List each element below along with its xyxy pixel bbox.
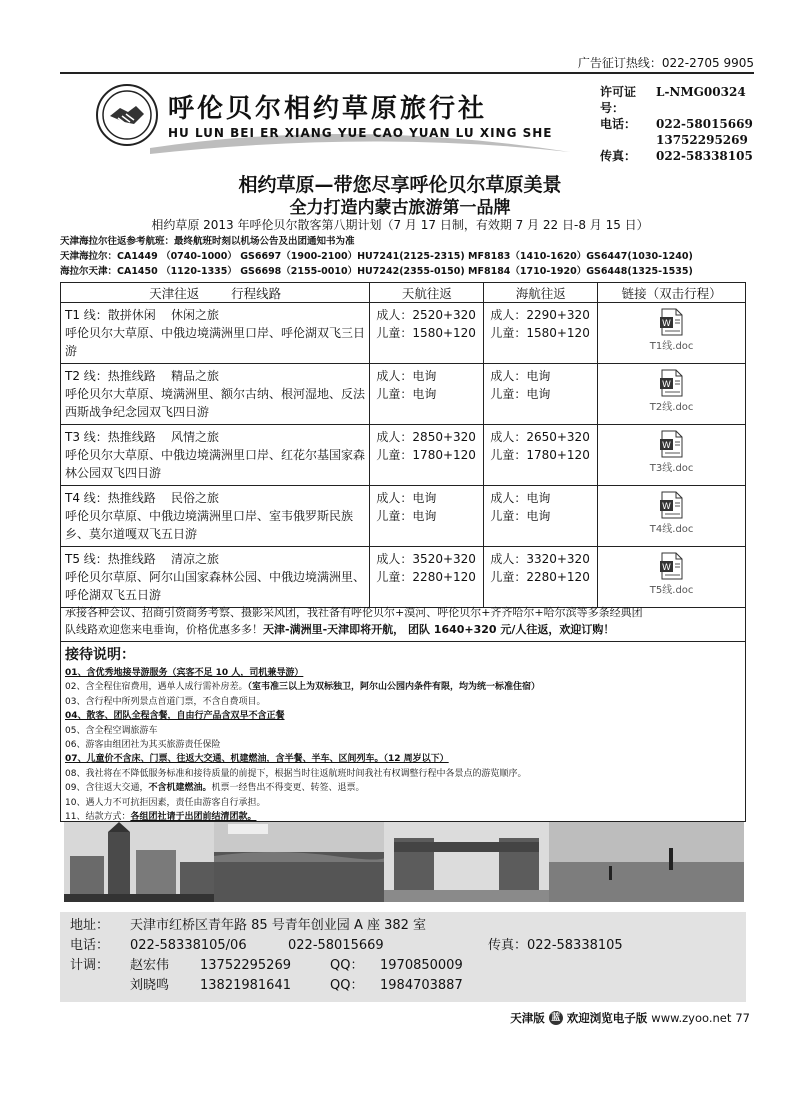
- note-09b: 不含机建燃油。: [148, 783, 212, 794]
- svg-text:W: W: [661, 441, 671, 451]
- route-row: [61, 425, 746, 486]
- flight-info: [60, 234, 750, 279]
- promo-line-1: 承接各种会议、招商引资商务考察、摄影采风团，我社备有呼伦贝尔+漠河、呼伦贝尔+齐齐哈尔+哈尔滨等多条经典团: [65, 606, 643, 619]
- headline-sub: 全力打造内蒙古旅游第一品牌: [289, 198, 511, 218]
- tianjin-price-cell: [370, 486, 484, 547]
- footer-slogan: 欢迎浏览电子版: [566, 1011, 648, 1025]
- doc-filename: T1线.doc: [649, 341, 694, 352]
- routes-table: [60, 282, 746, 608]
- headline-main: 相约草原—带您尽享呼伦贝尔草原美景: [238, 174, 562, 196]
- planner-1-phone: 13752295269: [200, 958, 291, 973]
- hainan-price-cell: [484, 486, 598, 547]
- note-02a: 02、含全程住宿费用，遇单人成行需补房差。: [65, 682, 248, 693]
- route-row: [61, 486, 746, 547]
- tj-child-price: 儿童：2280+120: [376, 570, 476, 584]
- itinerary-doc-link[interactable]: [650, 369, 694, 414]
- phone-label: 电话：: [600, 117, 637, 131]
- planner-2-phone: 13821981641: [200, 978, 291, 993]
- hainan-price-cell: [484, 303, 598, 364]
- license-label: 许可证号：: [600, 85, 637, 115]
- hl-adult-price: 成人：3320+320: [490, 552, 590, 566]
- border-gate-photo: [384, 822, 549, 902]
- tj-child-price: 儿童：电询: [376, 387, 437, 401]
- tj-adult-price: 成人：电询: [376, 369, 437, 383]
- doc-filename: T5线.doc: [649, 585, 694, 596]
- doc-link-cell: [598, 364, 746, 425]
- itinerary-doc-link[interactable]: [650, 308, 694, 353]
- svg-text:W: W: [661, 563, 671, 573]
- reception-notes: [60, 642, 746, 822]
- note-09c: 机票一经售出不得变更、转签、退票。: [211, 783, 365, 794]
- doc-link-cell: [598, 547, 746, 608]
- itinerary-doc-link[interactable]: [650, 491, 694, 536]
- header-phone-2: 13752295269: [656, 133, 748, 147]
- hl-child-price: 儿童：1580+120: [490, 326, 590, 340]
- route-title-2: 精品之旅: [171, 369, 220, 383]
- license-block: [600, 84, 753, 164]
- promo-line-2b: 天津-满洲里-天津即将开航， 团队 1640+320 元/人往返，欢迎订购！: [263, 623, 615, 636]
- planner-2-name: 刘晓鸣: [130, 978, 170, 993]
- lake-photo: [549, 822, 744, 902]
- route-cell: [61, 425, 370, 486]
- address: 天津市红桥区青年路 85 号青年创业园 A 座 382 室: [130, 918, 427, 933]
- tj-child-price: 儿童：电询: [376, 509, 437, 523]
- tianjin-price-cell: [370, 547, 484, 608]
- route-cell: [61, 547, 370, 608]
- fax-label: 传真：: [600, 149, 637, 163]
- hl-adult-price: 成人：电询: [490, 369, 551, 383]
- tj-child-price: 儿童：1780+120: [376, 448, 476, 462]
- note-11a: 11、结款方式：: [65, 812, 131, 823]
- tianjin-price-cell: [370, 425, 484, 486]
- hl-child-price: 儿童：2280+120: [490, 570, 590, 584]
- route-title-2: 休闲之旅: [171, 308, 220, 322]
- hainan-price-cell: [484, 547, 598, 608]
- route-description: 呼伦贝尔草原、阿尔山国家森林公园、中俄边境满洲里、呼伦湖双飞五日游: [65, 570, 366, 602]
- flights-hl-tj: 海拉尔天津：CA1450 （1120-1335） GS6698（2155-0010）HU7242(2355-0150) MF8184（1710-1920）GS6448(1325-1535): [60, 266, 693, 277]
- contact-phone-2: 022-58015669: [288, 938, 384, 953]
- svg-text:W: W: [661, 380, 671, 390]
- edition-label: 天津版: [510, 1011, 545, 1025]
- page-number: 77: [735, 1011, 750, 1025]
- note-10: 10、遇人力不可抗拒因素，责任由游客自行承担。: [65, 797, 266, 808]
- word-document-icon: [659, 369, 685, 397]
- plan-period: 相约草原 2013 年呼伦贝尔散客第八期计划（7 月 17 日制，有效期 7 月 22 日-8 月 15 日）: [151, 218, 649, 232]
- handshake-logo-icon: [96, 84, 158, 146]
- hainan-price-cell: [484, 364, 598, 425]
- route-title-1: T4 线：热推线路: [65, 491, 156, 505]
- doc-link-cell: [598, 425, 746, 486]
- note-02b: （室韦准三以上为双标独卫，阿尔山公园内条件有限，均为统一标准住宿）: [247, 682, 540, 693]
- word-document-icon: [659, 491, 685, 519]
- contact-phone-1: 022-58338105/06: [130, 938, 247, 953]
- tj-adult-price: 成人：3520+320: [376, 552, 476, 566]
- note-08: 08、我社将在不降低服务标准和接待质量的前提下，根据当时往返航班时间我社有权调整行程中各景点的游览顺序。: [65, 768, 527, 779]
- route-title-1: T1 线：散拼休闲: [65, 308, 156, 322]
- tj-child-price: 儿童：1580+120: [376, 326, 476, 340]
- note-04: 04、散客、团队全程含餐，自由行产品含双早不含正餐: [65, 711, 285, 722]
- flight-note: 天津海拉尔往返参考航班：最终航班时刻以机场公告及出团通知书为准: [60, 236, 355, 247]
- doc-filename: T4线.doc: [649, 524, 694, 535]
- flights-tj-hl: 天津海拉尔：CA1449 （0740-1000） GS6697（1900-2100）HU7241(2125-2315) MF8183（1410-1620）GS6447(1030-1240): [60, 251, 693, 262]
- tj-adult-price: 成人：2520+320: [376, 308, 476, 322]
- hl-child-price: 儿童：电询: [490, 387, 551, 401]
- doc-link-cell: [598, 486, 746, 547]
- hl-adult-price: 成人：2290+320: [490, 308, 590, 322]
- route-title-2: 民俗之旅: [171, 491, 220, 505]
- tianjin-price-cell: [370, 303, 484, 364]
- route-row: [61, 364, 746, 425]
- doc-filename: T2线.doc: [649, 402, 694, 413]
- note-06: 06、游客由组团社为其买旅游责任保险: [65, 740, 221, 751]
- word-document-icon: [659, 552, 685, 580]
- photo-strip: [64, 822, 744, 902]
- route-row: [61, 547, 746, 608]
- itinerary-doc-link[interactable]: [650, 552, 694, 597]
- route-title-2: 风情之旅: [171, 430, 220, 444]
- planner-1-qq-label: QQ：: [330, 958, 364, 973]
- header-fax: 022-58338105: [656, 149, 753, 163]
- company-name-cn: 呼伦贝尔相约草原旅行社: [168, 94, 488, 124]
- hl-adult-price: 成人：2650+320: [490, 430, 590, 444]
- page-footer: [510, 1010, 750, 1026]
- ad-hotline: 广告征订热线：022-2705 9905: [577, 56, 754, 70]
- note-03: 03、含行程中所列景点首道门票，不含自费项目。: [65, 696, 266, 707]
- hl-adult-price: 成人：电询: [490, 491, 551, 505]
- route-row: [61, 303, 746, 364]
- route-title-2: 清凉之旅: [171, 552, 220, 566]
- word-document-icon: [659, 308, 685, 336]
- route-description: 呼伦贝尔大草原、中俄边境满洲里口岸、红花尔基国家森林公园双飞四日游: [65, 448, 366, 480]
- website-link[interactable]: www.zyoo.net: [651, 1011, 732, 1025]
- edition-badge-icon: 蓝: [549, 1011, 563, 1025]
- svg-text:W: W: [661, 319, 671, 329]
- hl-child-price: 儿童：1780+120: [490, 448, 590, 462]
- company-name-en: HU LUN BEI ER XIANG YUE CAO YUAN LU XING SHE: [168, 126, 553, 140]
- word-document-icon: [659, 430, 685, 458]
- route-title-1: T2 线：热推线路: [65, 369, 156, 383]
- route-description: 呼伦贝尔草原、中俄边境满洲里口岸、室韦俄罗斯民族乡、莫尔道嘎双飞五日游: [65, 509, 354, 541]
- route-title-1: T3 线：热推线路: [65, 430, 156, 444]
- route-description: 呼伦贝尔大草原、境满洲里、额尔古纳、根河湿地、反法西斯战争纪念园双飞四日游: [65, 387, 366, 419]
- grassland-photo: [214, 822, 384, 902]
- tj-adult-price: 成人：电询: [376, 491, 437, 505]
- planner-2-qq: 1984703887: [380, 978, 463, 993]
- route-title-1: T5 线：热推线路: [65, 552, 156, 566]
- note-01: 01、含优秀地接导游服务（宾客不足 10 人，司机兼导游）: [65, 668, 304, 678]
- doc-filename: T3线.doc: [649, 463, 694, 474]
- tj-adult-price: 成人：2850+320: [376, 430, 476, 444]
- planner-2-qq-label: QQ：: [330, 978, 364, 993]
- license-number: L-NMG00324: [656, 85, 746, 99]
- header-divider: [60, 72, 754, 74]
- svg-text:W: W: [661, 502, 671, 512]
- planner-1-name: 赵宏伟: [130, 958, 170, 973]
- planner-label: 计调：: [70, 958, 110, 973]
- hainan-price-cell: [484, 425, 598, 486]
- note-11b: 各组团社请于出团前结清团款。: [130, 812, 257, 823]
- header-phone-1: 022-58015669: [656, 117, 753, 131]
- header-link: 链接（双击行程）: [598, 283, 746, 303]
- contact-fax: 传真：022-58338105: [488, 938, 623, 953]
- city-buildings-photo: [64, 822, 214, 902]
- contact-block: [60, 912, 746, 1002]
- note-07: 07、儿童价不含床、门票、往返大交通、机建燃油，含半餐、半车、区间列车。（12 周岁以下）: [65, 754, 449, 765]
- tianjin-price-cell: [370, 364, 484, 425]
- promo-text: [60, 602, 746, 642]
- route-cell: [61, 486, 370, 547]
- address-label: 地址：: [70, 918, 110, 933]
- contact-phone-label: 电话：: [70, 938, 110, 953]
- planner-1-qq: 1970850009: [380, 958, 463, 973]
- hl-child-price: 儿童：电询: [490, 509, 551, 523]
- route-cell: [61, 364, 370, 425]
- note-09a: 09、含往返大交通，: [65, 783, 149, 794]
- itinerary-doc-link[interactable]: [650, 430, 694, 475]
- notes-title: 接待说明：: [65, 647, 135, 663]
- route-description: 呼伦贝尔大草原、中俄边境满洲里口岸、呼伦湖双飞三日游: [65, 326, 366, 358]
- route-cell: [61, 303, 370, 364]
- doc-link-cell: [598, 303, 746, 364]
- note-05: 05、含全程空调旅游车: [65, 725, 158, 736]
- header-hainan-airlines: 海航往返: [484, 283, 598, 303]
- header-tianjin-airlines: 天航往返: [370, 283, 484, 303]
- promo-line-2a: 队线路欢迎您来电垂询，价格优惠多多！: [65, 623, 263, 636]
- header-route: 天津往返 行程线路: [61, 283, 370, 303]
